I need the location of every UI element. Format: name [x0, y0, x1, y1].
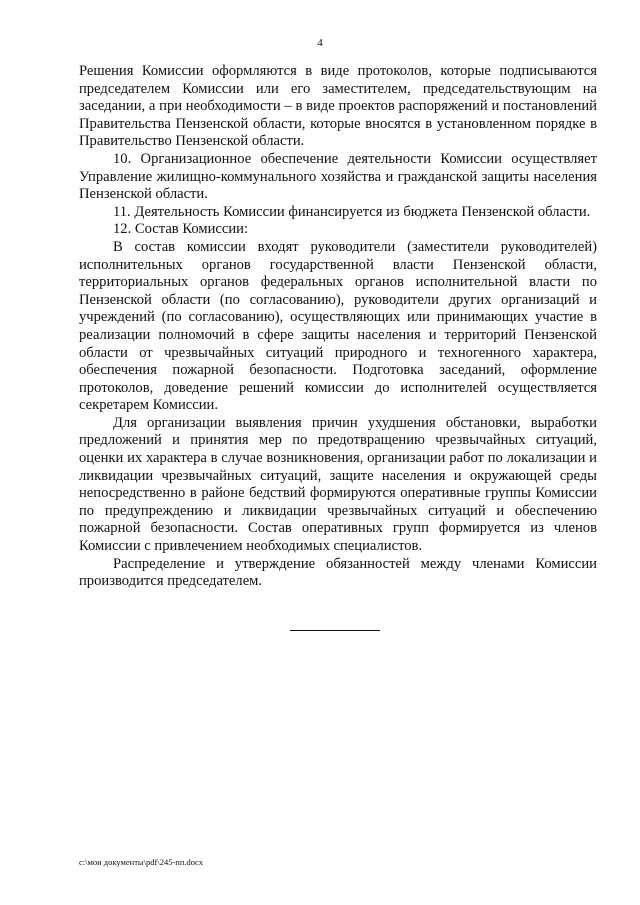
- document-body: [79, 63, 597, 591]
- paragraph-item-12: 12. Состав Комиссии:: [113, 221, 249, 238]
- paragraph-item-11: 11. Деятельность Комиссии финансируется из бюджета Пензенской области.: [113, 203, 591, 220]
- paragraph-composition: В состав комиссии входят руководители (заместители руководителей) исполнительных органов государственной власти Пензенской области, территориальных органов федеральных органов исполнительной власти по Пензенской области (по согласованию), руководители других организаций и учреждений (по согласованию), осуществляющих или принимающих участие в реализации полномочий в сфере защиты населения и территорий Пензенской области от чрезвычайных ситуаций природного и техногенного характера, обеспечения пожарной безопасности. Подготовка заседаний, оформление протоколов, доведение решений комиссии до исполнителей осуществляется секретарем Комиссии.: [79, 238, 597, 414]
- footer-file-path: c:\мои документы\pdf\245-пп.docx: [79, 857, 204, 867]
- end-separator-line: [290, 630, 380, 631]
- paragraph-decisions: Решения Комиссии оформляются в виде протоколов, которые подписываются председателем Комиссии или его заместителем, председательствующим на заседании, а при необходимости – в виде проектов распоряжений и постановлений Правительства Пензенской области, которые вносятся в установленном порядке в Правительство Пензенской области.: [79, 63, 597, 150]
- paragraph-duties: Распределение и утверждение обязанностей между членами Комиссии производится председателем.: [79, 555, 597, 590]
- page-number: 4: [317, 37, 323, 49]
- paragraph-item-10: 10. Организационное обеспечение деятельности Комиссии осуществляет Управление жилищно-коммунального хозяйства и гражданской защиты населения Пензенской области.: [79, 150, 597, 203]
- paragraph-operational-groups: Для организации выявления причин ухудшения обстановки, выработки предложений и принятия мер по предотвращению чрезвычайных ситуаций, оценки их характера в случае возникновения, организации работ по локализации и ликвидации чрезвычайных ситуаций, защите населения и окружающей среды непосредственно в районе бедствий формируются оперативные группы Комиссии по предупреждению и ликвидации чрезвычайных ситуаций и обеспечению пожарной безопасности. Состав оперативных групп формируется из членов Комиссии с привлечением необходимых специалистов.: [79, 414, 597, 555]
